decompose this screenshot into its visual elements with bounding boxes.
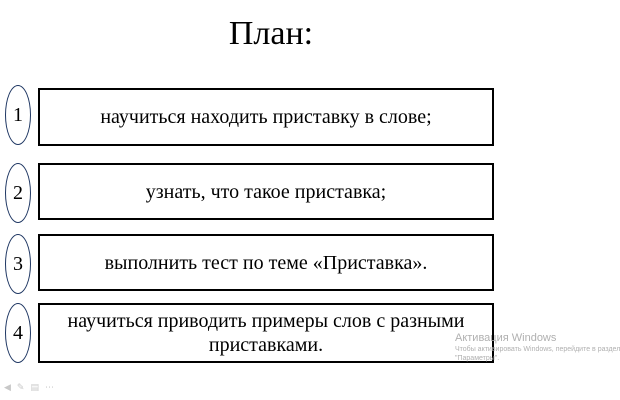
- pen-icon[interactable]: ✎: [16, 383, 25, 393]
- watermark-subtitle-2: "Параметры".: [455, 355, 500, 362]
- slideshow-toolbar: [4, 383, 54, 393]
- watermark-title: Активация Windows: [455, 332, 557, 344]
- plan-item-1: научиться находить приставку в слове;: [38, 88, 494, 146]
- watermark-subtitle: Чтобы активировать Windows, перейдите в раздел: [455, 346, 620, 353]
- item-number-2: 2: [5, 163, 31, 223]
- slide-title: План:: [228, 15, 314, 52]
- item-number-1: 1: [5, 85, 31, 145]
- slides-icon[interactable]: ▤: [30, 383, 39, 393]
- arrow-left-icon[interactable]: ◀: [4, 383, 11, 393]
- plan-item-2: узнать, что такое приставка;: [38, 163, 494, 220]
- item-number-4: 4: [5, 303, 31, 363]
- windows-activation-watermark: [455, 331, 620, 363]
- plan-item-3: выполнить тест по теме «Приставка».: [38, 234, 494, 291]
- more-icon[interactable]: ⋯: [44, 383, 54, 393]
- plan-item-4: научиться приводить примеры слов с разными приставками.: [38, 303, 494, 363]
- item-number-3: 3: [5, 234, 31, 294]
